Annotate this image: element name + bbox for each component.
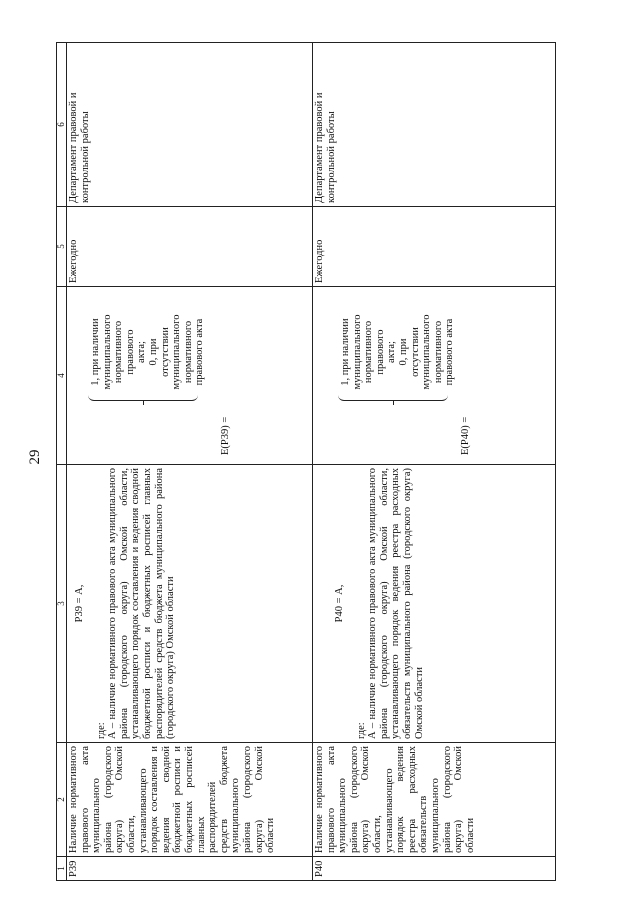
header-cell: 5 xyxy=(57,207,67,287)
option-line: муниципального xyxy=(171,314,183,390)
option-line: 0, при отсутствии xyxy=(397,327,421,377)
indicator-table xyxy=(56,42,556,881)
header-cell: 4 xyxy=(57,287,67,465)
option-line: нормативного xyxy=(182,320,194,384)
formula: Р40 = А, xyxy=(334,584,345,623)
option-line: 0, при отсутствии xyxy=(147,327,171,377)
option-line: правового xyxy=(374,329,386,375)
where-label: где: xyxy=(95,722,107,739)
option-line: 1, при наличии xyxy=(340,318,351,386)
calculation-cell xyxy=(313,465,556,743)
evaluation-label: Е(Р39) = xyxy=(220,416,231,455)
header-row xyxy=(57,43,67,881)
formula-description: А – наличие нормативного правового акта муниципального района (городского округа) Омской области, устанавливающего порядок составления и ведения сводной бюджетной росписи и бюджетных росписей главных распорядителей средств бюджета муниципального района (городского округа) Омской области xyxy=(107,468,177,739)
evaluation-options xyxy=(90,313,206,391)
header-cell: 2 xyxy=(57,743,67,857)
header-cell: 3 xyxy=(57,465,67,743)
option-line: правового xyxy=(124,329,136,375)
header-cell: 6 xyxy=(57,43,67,207)
indicator-name: Наличие нормативного правового акта муниципального района (городского округа) Омской области, устанавливающего порядок ведения реестра расходных обязательств муниципального района (городского округа) Омской области xyxy=(313,743,556,857)
period-cell: Ежегодно xyxy=(313,207,556,287)
option-line: нормативного xyxy=(113,320,125,384)
option-line: правового акта xyxy=(194,318,206,386)
formula-description: А – наличие нормативного правового акта муниципального района (городского округа) Омской области, устанавливающего порядок ведения реестра расходных обязательств муниципального района (городского округа) Омской области xyxy=(367,468,425,739)
row-code: Р39 xyxy=(67,857,313,881)
option-line: муниципального xyxy=(421,314,433,390)
option-line: нормативного xyxy=(363,320,375,384)
responsible-cell: Департамент правовой и контрольной работы xyxy=(313,43,556,207)
formula: Р39 = А, xyxy=(74,584,85,623)
option-line: муниципального xyxy=(351,314,363,390)
option-line: 1, при наличии xyxy=(90,318,101,386)
page-number: 29 xyxy=(27,449,43,465)
option-line: правового акта xyxy=(444,318,456,386)
evaluation-options xyxy=(340,313,456,391)
option-line: акта; xyxy=(136,341,148,363)
header-cell: 1 xyxy=(57,857,67,881)
period-cell: Ежегодно xyxy=(67,207,313,287)
indicator-name: Наличие нормативного правового акта муниципального района (городского округа) Омской области, устанавливающего порядок составления и ведения сводной бюджетной росписи и бюджетных росписей главных распорядителей средств бюджета муниципального района (городского округа) Омской области xyxy=(67,743,313,857)
row-code: Р40 xyxy=(313,857,556,881)
option-line: муниципального xyxy=(101,314,113,390)
option-line: нормативного xyxy=(432,320,444,384)
option-line: акта; xyxy=(386,341,398,363)
table-row xyxy=(67,43,313,881)
calculation-cell xyxy=(67,465,313,743)
table-row xyxy=(313,43,556,881)
brace xyxy=(88,392,198,401)
brace xyxy=(338,392,448,401)
responsible-cell: Департамент правовой и контрольной работы xyxy=(67,43,313,207)
evaluation-label: Е(Р40) = xyxy=(460,416,471,455)
evaluation-cell xyxy=(313,287,556,465)
evaluation-cell xyxy=(67,287,313,465)
where-label: где: xyxy=(355,722,367,739)
